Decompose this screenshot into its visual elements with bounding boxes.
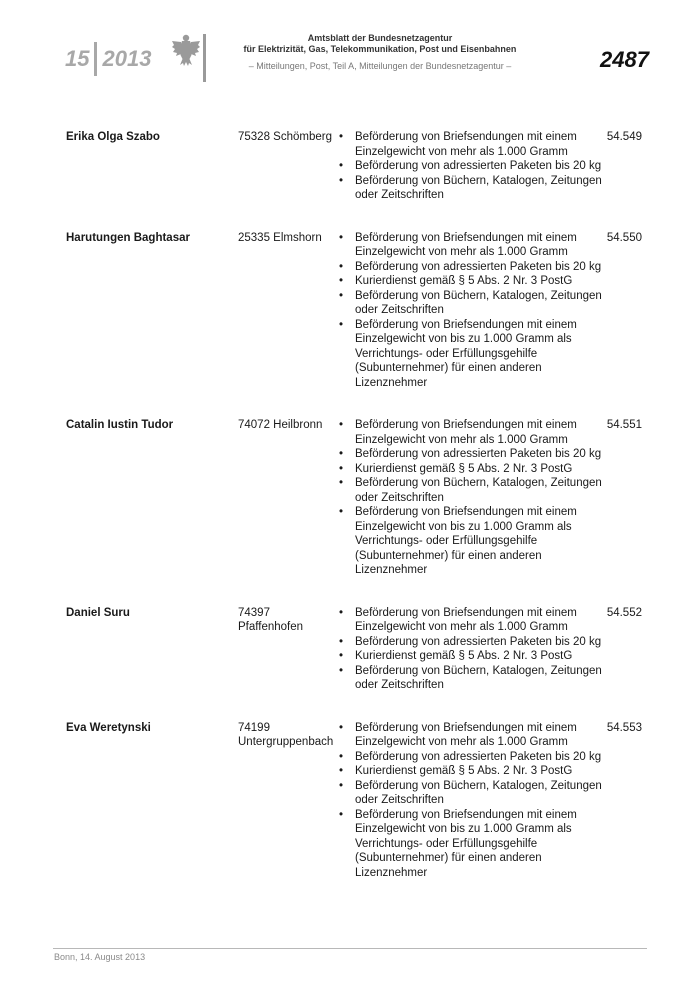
licensee-place: 25335 Elmshorn <box>238 231 322 244</box>
licensee-place: 74397 Pfaffenhofen <box>238 606 304 633</box>
header-divider <box>203 34 206 82</box>
masthead-subtitle: – Mitteilungen, Post, Teil A, Mitteilungen der Bundesnetzagentur – <box>248 61 512 71</box>
service-list <box>66 231 605 391</box>
service-item: • Beförderung von adressierten Paketen bis 20 kg <box>355 750 605 765</box>
license-number: 54.551 <box>606 419 642 431</box>
licensee-name: Daniel Suru <box>66 606 130 619</box>
licensee-entry <box>66 418 646 578</box>
masthead-title-line-2: für Elektrizität, Gas, Telekommunikation, Post und Eisenbahnen <box>243 44 517 54</box>
license-number: 54.552 <box>606 606 642 619</box>
service-item: • Kurierdienst gemäß § 5 Abs. 2 Nr. 3 PostG <box>355 462 605 477</box>
licensee-list <box>66 130 646 908</box>
licensee-name: Eva Weretynski <box>66 721 151 734</box>
service-item: • Beförderung von Briefsendungen mit einem Einzelgewicht von bis zu 1.000 Gramm als Verrichtungs- oder Erfüllungsgehilfe (Subunternehmer) für einen anderen Lizenznehmer <box>355 318 605 391</box>
licensee-entry <box>66 721 646 881</box>
licensee-place: 75328 Schömberg <box>238 131 332 143</box>
service-item: • Kurierdienst gemäß § 5 Abs. 2 Nr. 3 PostG <box>355 764 605 779</box>
service-item: • Beförderung von adressierten Paketen bis 20 kg <box>355 635 605 650</box>
service-item: • Beförderung von Büchern, Katalogen, Zeitungen oder Zeitschriften <box>355 664 605 693</box>
page-number: 2487 <box>600 47 649 72</box>
masthead <box>215 33 545 72</box>
service-list <box>66 418 605 578</box>
licensee-entry <box>66 231 646 391</box>
license-number: 54.550 <box>606 231 642 244</box>
service-item: • Beförderung von adressierten Paketen bis 20 kg <box>355 447 605 462</box>
service-item: • Beförderung von adressierten Paketen bis 20 kg <box>355 159 605 174</box>
service-item: • Beförderung von Briefsendungen mit einem Einzelgewicht von mehr als 1.000 Gramm <box>355 721 605 750</box>
licensee-entry <box>66 130 646 203</box>
service-item: • Beförderung von Büchern, Katalogen, Zeitungen oder Zeitschriften <box>355 779 605 808</box>
licensee-name: Erika Olga Szabo <box>66 131 160 143</box>
federal-eagle-icon <box>171 32 201 68</box>
service-item: • Beförderung von Briefsendungen mit einem Einzelgewicht von mehr als 1.000 Gramm <box>355 130 605 159</box>
issue-year: 2013 <box>102 46 152 71</box>
licensee-entry <box>66 606 646 693</box>
footer-date: Bonn, 14. August 2013 <box>54 952 146 962</box>
service-item: • Beförderung von Briefsendungen mit einem Einzelgewicht von bis zu 1.000 Gramm als Verrichtungs- oder Erfüllungsgehilfe (Subunternehmer) für einen anderen Lizenznehmer <box>355 808 605 881</box>
service-item: • Beförderung von Briefsendungen mit einem Einzelgewicht von mehr als 1.000 Gramm <box>355 231 605 260</box>
issue-label <box>65 42 151 76</box>
license-number: 54.553 <box>606 721 642 734</box>
service-item: • Beförderung von Büchern, Katalogen, Zeitungen oder Zeitschriften <box>355 174 605 203</box>
service-item: • Beförderung von adressierten Paketen bis 20 kg <box>355 260 605 275</box>
service-item: • Beförderung von Briefsendungen mit einem Einzelgewicht von mehr als 1.000 Gramm <box>355 606 605 635</box>
masthead-title-line-1: Amtsblatt der Bundesnetzagentur <box>307 33 453 43</box>
service-item: • Beförderung von Büchern, Katalogen, Zeitungen oder Zeitschriften <box>355 289 605 318</box>
footer-divider <box>53 948 647 949</box>
issue-divider <box>94 42 97 76</box>
service-item: • Kurierdienst gemäß § 5 Abs. 2 Nr. 3 PostG <box>355 649 605 664</box>
licensee-name: Harutungen Baghtasar <box>66 231 190 244</box>
licensee-name: Catalin Iustin Tudor <box>66 419 174 431</box>
licensee-place: 74072 Heilbronn <box>238 419 323 431</box>
service-item: • Beförderung von Büchern, Katalogen, Zeitungen oder Zeitschriften <box>355 476 605 505</box>
service-item: • Kurierdienst gemäß § 5 Abs. 2 Nr. 3 PostG <box>355 274 605 289</box>
issue-number: 15 <box>65 46 90 71</box>
service-item: • Beförderung von Briefsendungen mit einem Einzelgewicht von bis zu 1.000 Gramm als Verrichtungs- oder Erfüllungsgehilfe (Subunternehmer) für einen anderen Lizenznehmer <box>355 505 605 578</box>
service-item: • Beförderung von Briefsendungen mit einem Einzelgewicht von mehr als 1.000 Gramm <box>355 418 605 447</box>
licensee-place: 74199 Untergruppenbach <box>238 721 334 748</box>
license-number: 54.549 <box>606 131 642 143</box>
